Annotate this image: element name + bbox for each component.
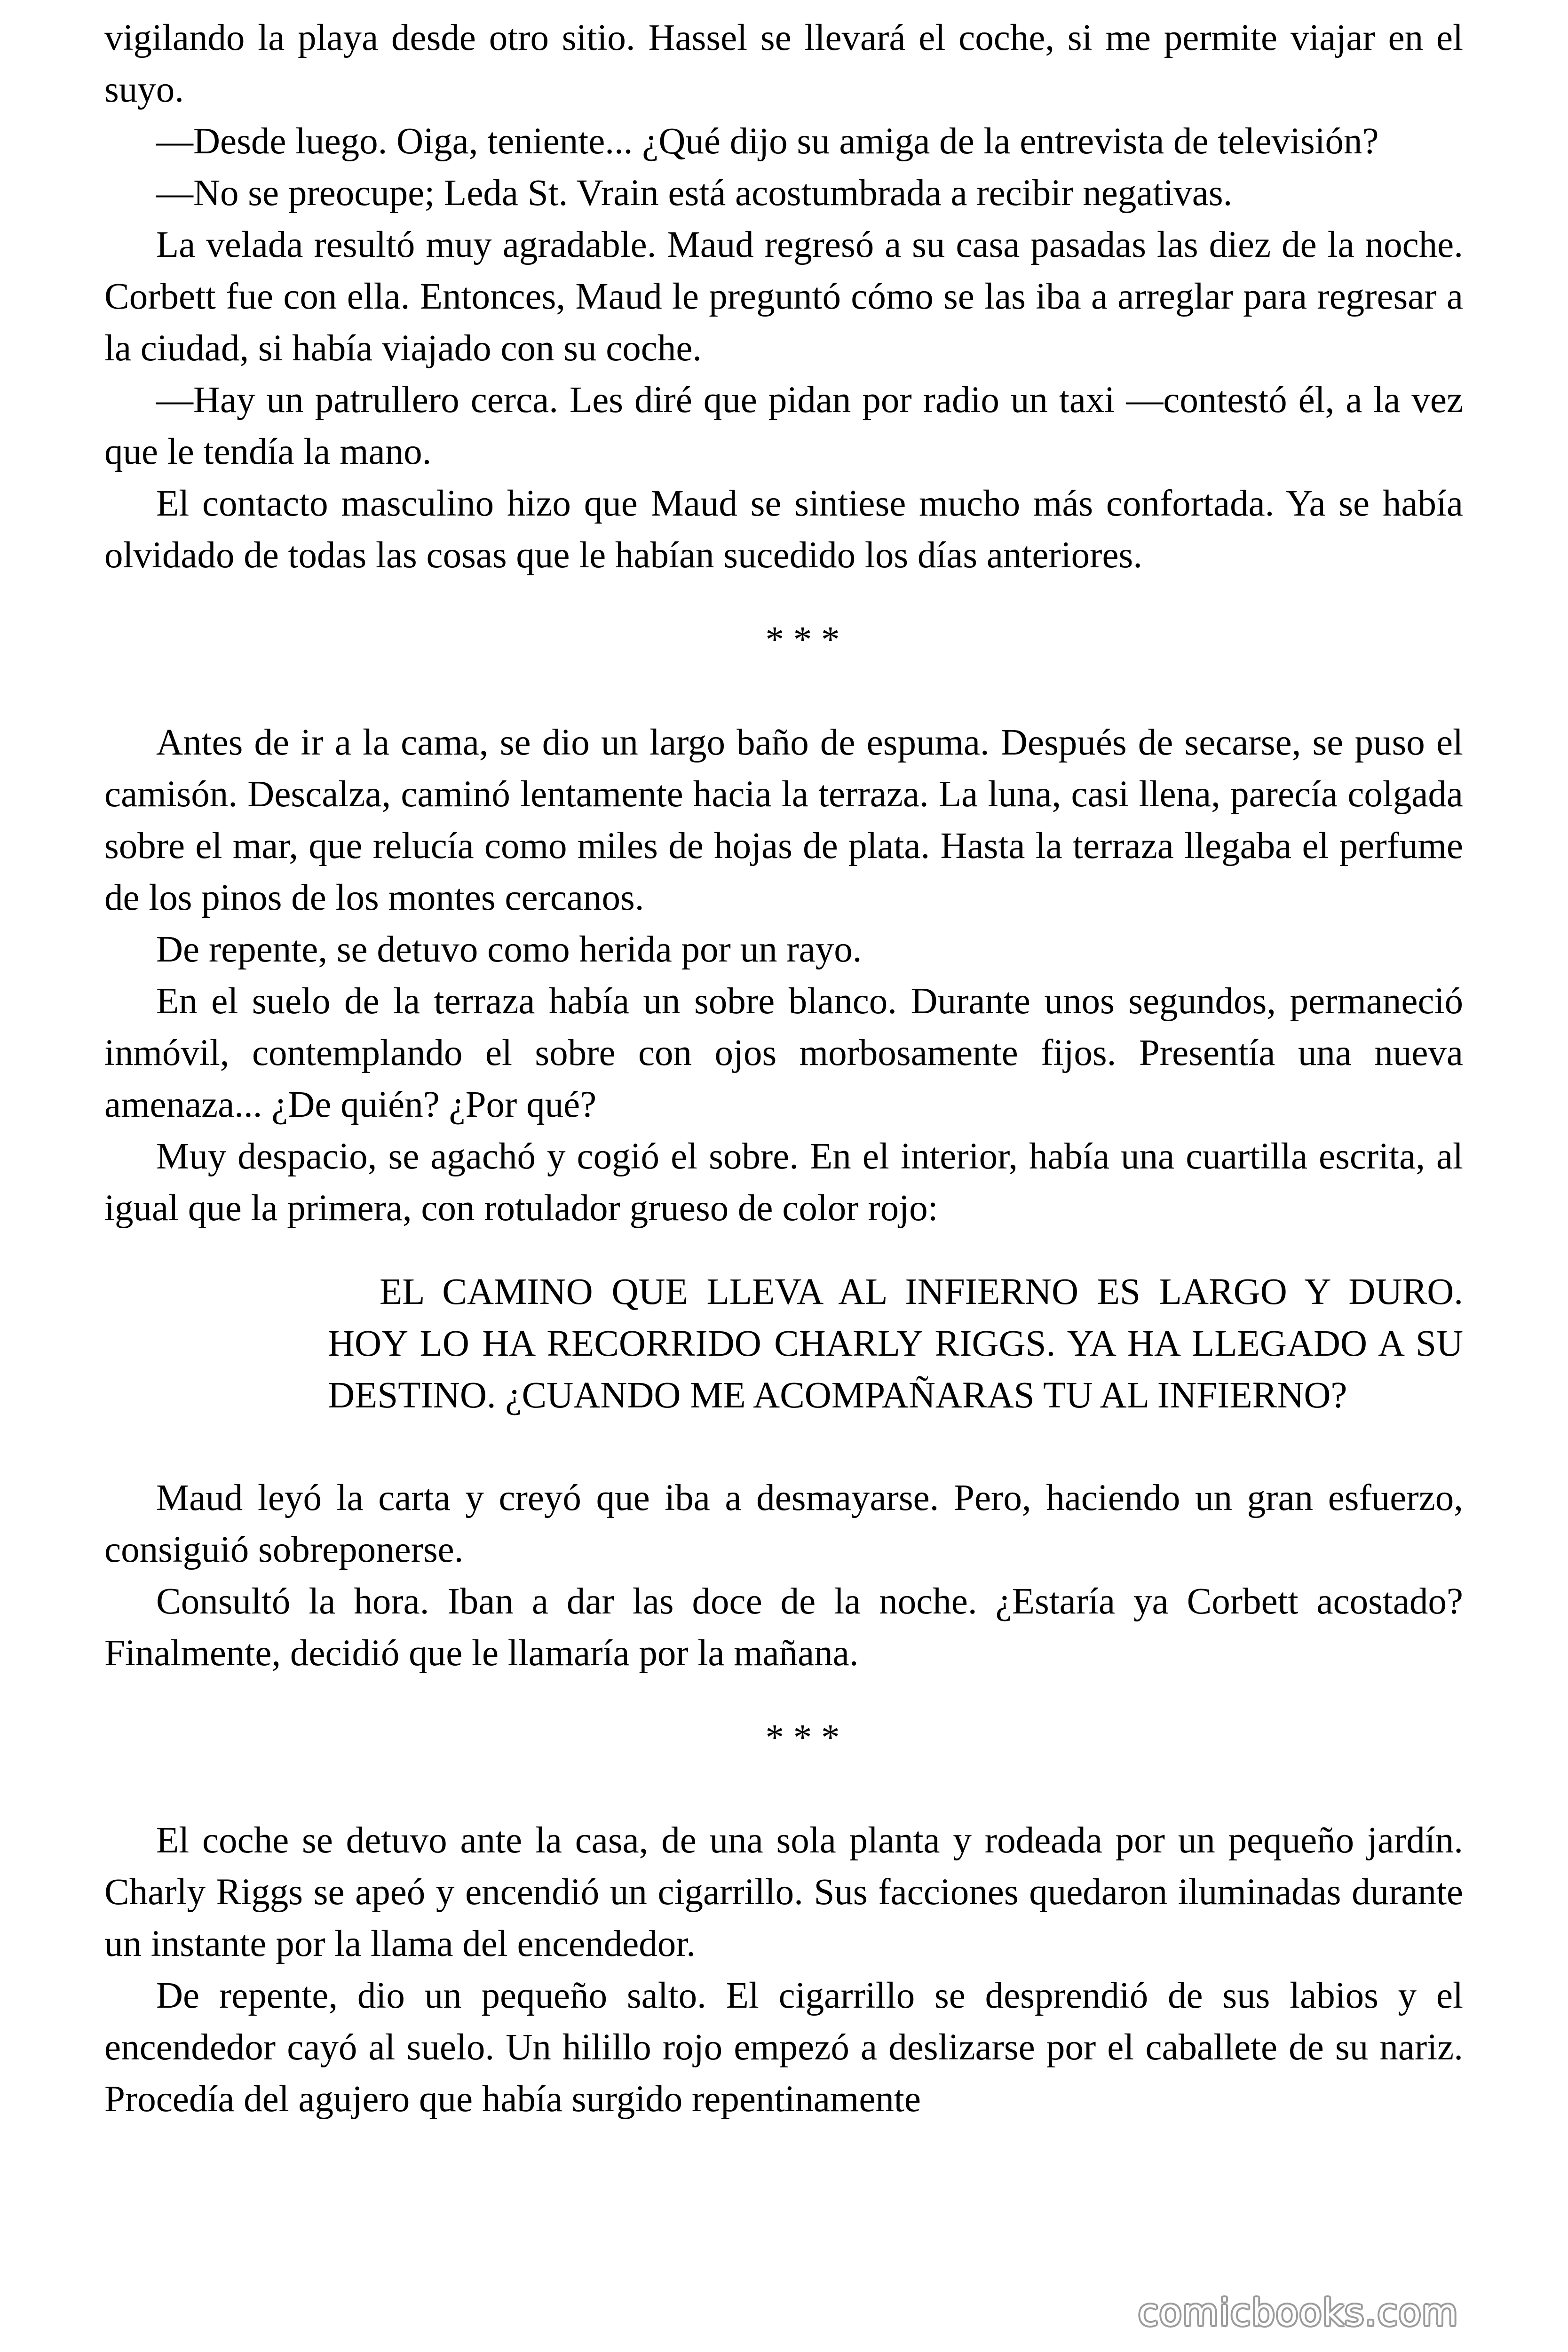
watermark-logo: comicbooks.com	[1138, 2292, 1459, 2334]
paragraph: De repente, se detuvo como herida por un rayo.	[156, 929, 862, 970]
section-separator: * * *	[765, 1717, 840, 1758]
paragraph: La velada resultó muy agradable. Maud regresó a su casa pasadas las diez de la noche. Corbett fue con ella. Entonces, Maud le preguntó cómo se las iba a arreglar para regresar a la ciudad, si había viajado con su coche.	[104, 224, 1463, 369]
spacer	[104, 666, 1463, 717]
spacer	[104, 1764, 1463, 1815]
page-body	[104, 12, 1463, 2125]
paragraph: De repente, dio un pequeño salto. El cigarrillo se desprendió de sus labios y el encendedor cayó al suelo. Un hilillo rojo empezó a deslizarse por el caballete de su nariz. Procedía del agujero que había surgido repentinamente	[104, 1975, 1463, 2120]
paragraph: Consultó la hora. Iban a dar las doce de la noche. ¿Estaría ya Corbett acostado? Finalmente, decidió que le llamaría por la mañana.	[104, 1581, 1463, 1674]
paragraph: —No se preocupe; Leda St. Vrain está acostumbrada a recibir negativas.	[156, 173, 1233, 214]
spacer	[104, 1679, 1463, 1712]
paragraph: Antes de ir a la cama, se dio un largo baño de espuma. Después de secarse, se puso el camisón. Descalza, caminó lentamente hacia la terraza. La luna, casi llena, parecía colgada sobre el mar, que relucía como miles de hojas de plata. Hasta la terraza llegaba el perfume de los pinos de los montes cercanos.	[104, 722, 1463, 918]
paragraph: El contacto masculino hizo que Maud se sintiese mucho más confortada. Ya se había olvidado de todas las cosas que le habían sucedido los días anteriores.	[104, 483, 1463, 576]
paragraph: vigilando la playa desde otro sitio. Hassel se llevará el coche, si me permite viajar en el suyo.	[104, 17, 1463, 110]
spacer	[104, 1422, 1463, 1472]
paragraph: Maud leyó la carta y creyó que iba a desmayarse. Pero, haciendo un gran esfuerzo, consiguió sobreponerse.	[104, 1478, 1463, 1570]
paragraph: —Hay un patrullero cerca. Les diré que pidan por radio un taxi —contestó él, a la vez que le tendía la mano.	[104, 380, 1463, 472]
paragraph: En el suelo de la terraza había un sobre blanco. Durante unos segundos, permaneció inmóvil, contemplando el sobre con ojos morbosamente fijos. Presentía una nueva amenaza... ¿De quién? ¿Por qué?	[104, 981, 1463, 1125]
letter-quote: EL CAMINO QUE LLEVA AL INFIERNO ES LARGO Y DURO. HOY LO HA RECORRIDO CHARLY RIGGS. YA HA LLEGADO A SU DESTINO. ¿CUANDO ME ACOMPAÑARAS TU AL INFIERNO?	[328, 1271, 1463, 1416]
paragraph: Muy despacio, se agachó y cogió el sobre. En el interior, había una cuartilla escrita, al igual que la primera, con rotulador grueso de color rojo:	[104, 1136, 1463, 1229]
paragraph: El coche se detuvo ante la casa, de una sola planta y rodeada por un pequeño jardín. Charly Riggs se apeó y encendió un cigarrillo. Sus facciones quedaron iluminadas durante un instante por la llama del encendedor.	[104, 1820, 1463, 1964]
paragraph: —Desde luego. Oiga, teniente... ¿Qué dijo su amiga de la entrevista de televisión?	[156, 121, 1379, 162]
spacer	[104, 581, 1463, 614]
section-separator: * * *	[765, 620, 840, 660]
spacer	[104, 1234, 1463, 1266]
